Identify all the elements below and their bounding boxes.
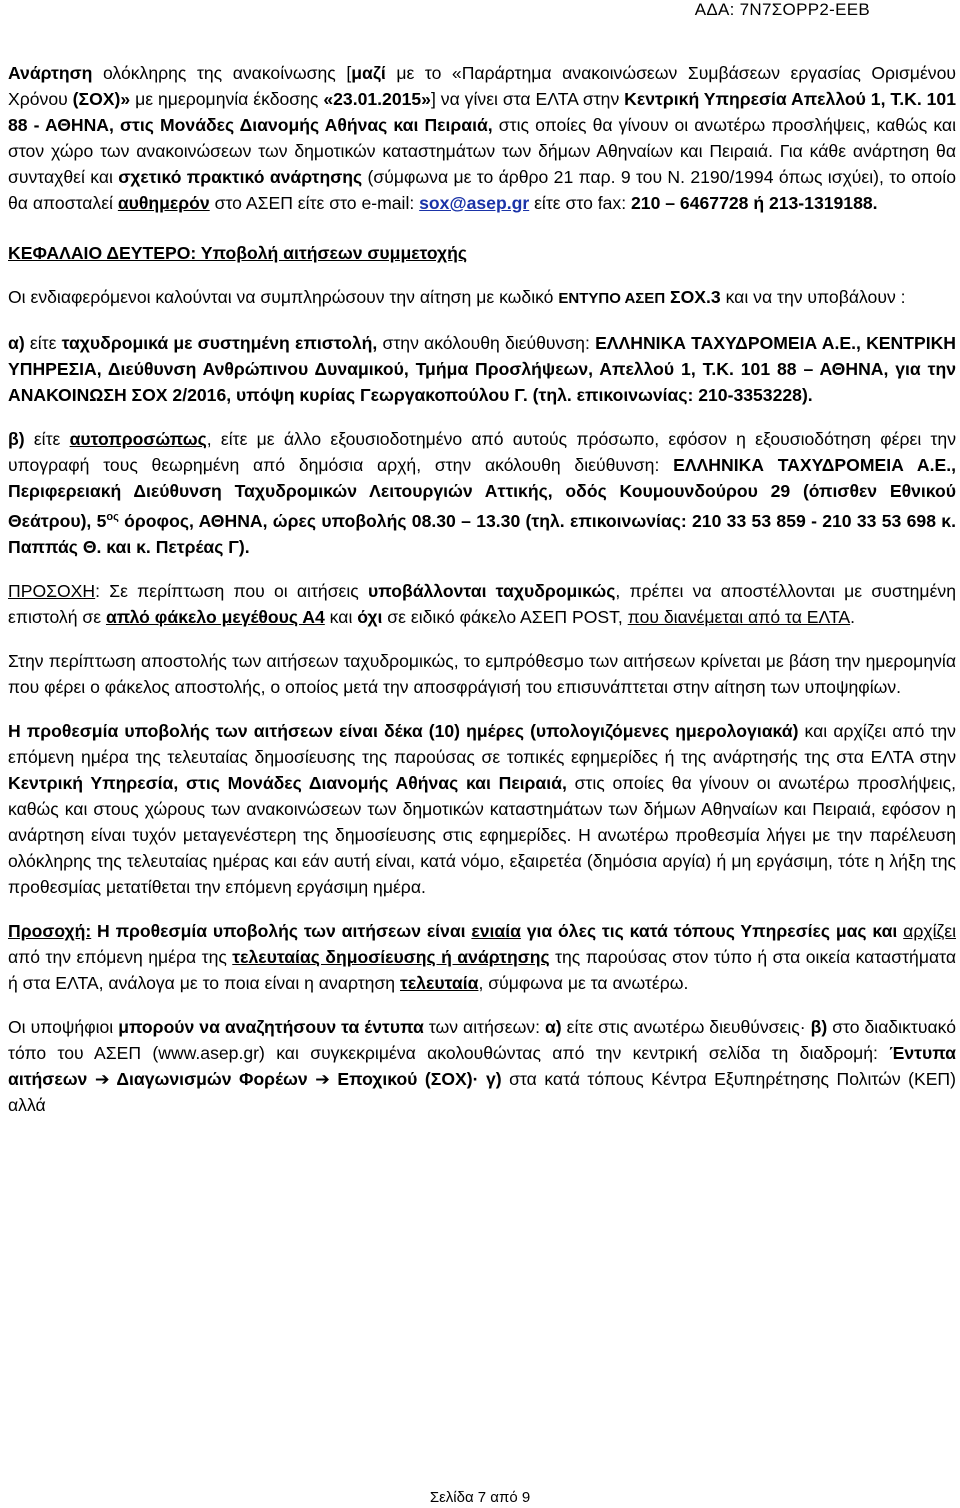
text: ος xyxy=(106,511,119,523)
text: στο διαδικτυακό τόπο του ΑΣΕΠ (www.asep.gr) και συγκεκριμένα ακολουθώντας από την κεντρική σελίδα τη διαδρομή: xyxy=(8,1016,956,1063)
text: , πρέπει να αποστέλλονται με συστημένη επιστολή σε xyxy=(8,580,956,627)
text: Κεντρική Υπηρεσία, στις Μονάδες Διανομής Αθήνας και Πειραιά, xyxy=(8,772,567,793)
text: υποβάλλονται ταχυδρομικώς xyxy=(368,580,616,601)
text: Ανάρτηση xyxy=(8,63,93,83)
text: στα κατά τόπους Κέντρα Εξυπηρέτησης Πολιτών (ΚΕΠ) αλλά xyxy=(8,1068,956,1115)
text: . xyxy=(850,606,856,627)
text: είτε xyxy=(24,333,62,353)
paragraph-notice xyxy=(8,918,956,996)
text: απλό φάκελο μεγέθους Α4 xyxy=(105,606,325,627)
text: ολόκληρης της ανακοίνωσης [ xyxy=(92,63,352,83)
text: σχετικό πρακτικό ανάρτησης xyxy=(118,167,363,187)
text: με το «Παράρτημα ανακοινώσεων Συμβάσεων εργασίας Ορισμένου Χρόνου xyxy=(8,63,956,109)
text: στις οποίες θα γίνουν οι ανωτέρω προσλήψεις, καθώς και στους χώρους των ανακοινώσεων των δημοτικών καταστημάτων των δήμων Αθηναίων και Πειραιά, εφόσον η ανάρτηση είναι τυχόν μεταγενέστερη της δημοσίευσης στις εφημερίδες. Η ανωτέρω προθεσμία λήγει με την παρέλευση ολόκληρης της τελευταίας ημέρας και εάν αυτή είναι, κατά νόμο, εξαιρετέα (δημόσια αργία) ή μη εργάσιμη, τότε η λήξη της προθεσμίας μετατίθεται την επόμενη εργάσιμη ημέρα. xyxy=(8,772,956,897)
text: Έντυπα αιτήσεων ➔ Διαγωνισμών Φορέων ➔ Εποχικού (ΣΟΧ)· γ) xyxy=(8,1042,956,1089)
text: α) xyxy=(544,1016,562,1037)
text: Οι ενδιαφερόμενοι καλούνται να συμπληρώσουν την αίτηση με κωδικό xyxy=(8,287,559,307)
paragraph-option-a xyxy=(8,330,956,408)
text: Η προθεσμία υποβολής των αιτήσεων είναι δέκα (10) ημέρες (υπολογιζόμενες ημερολογιακά) xyxy=(8,720,799,741)
text: που διανέμεται από τα ΕΛΤΑ xyxy=(627,606,851,627)
paragraph-deadline xyxy=(8,718,956,900)
text: της παρούσας στον τύπο ή στα οικεία καταστήματα ή στα ΕΛΤΑ, ανάλογα με το ποια είναι η αναρτηση xyxy=(8,946,956,993)
text: όροφος, ΑΘΗΝΑ, ώρες υποβολής 08.30 – 13.30 (τηλ. επικοινωνίας: 210 33 53 859 - 210 33 53 698 κ. Παππάς Θ. και κ. Πετρέας Γ). xyxy=(8,510,956,557)
text: τελευταία xyxy=(399,972,479,993)
text: 210 – 6467728 ή 213-1319188. xyxy=(631,193,878,213)
text: είτε στις ανωτέρω διευθύνσεις· xyxy=(561,1016,811,1037)
text: Στην περίπτωση αποστολής των αιτήσεων ταχυδρομικώς, το εμπρόθεσμο των αιτήσεων κρίνεται με βάση την ημερομηνία που φέρει ο φάκελος αποστολής, ο οποίος μετά την αποσφράγισή του επισυνάπτεται στην αίτηση των υποψηφίων. xyxy=(8,650,956,697)
text: είτε xyxy=(24,429,70,449)
text: στην ακόλουθη διεύθυνση: xyxy=(377,333,596,353)
text: με ημερομηνία έκδοσης xyxy=(130,89,324,109)
text: , σύμφωνα με τα ανωτέρω. xyxy=(478,972,689,993)
text: τελευταίας δημοσίευσης ή ανάρτησης xyxy=(232,946,550,967)
text: «23.01.2015» xyxy=(323,89,431,109)
text: (ΣΟΧ)» xyxy=(72,89,131,109)
text: ΠΡΟΣΟΧΗ xyxy=(8,580,96,601)
text: των αιτήσεων: xyxy=(423,1016,545,1037)
text: είτε στο fax: xyxy=(529,193,632,213)
text: : Σε περίπτωση που οι αιτήσεις xyxy=(95,580,368,601)
paragraph-form-code xyxy=(8,284,956,312)
text: ΕΛΛΗΝΙΚΑ ΤΑΧΥΔΡΟΜΕΙΑ Α.Ε., Περιφερειακή Διεύθυνση Ταχυδρομικών Λειτουργιών Αττικής, οδός Κουμουνδούρου 29 (όπισθεν Εθνικού Θεάτρου), 5 xyxy=(8,455,956,531)
text: σε ειδικό φάκελο ΑΣΕΠ POST, xyxy=(382,606,628,627)
text: αυτοπροσώπως xyxy=(69,429,207,449)
text: ενιαία xyxy=(471,920,521,941)
paragraph-option-b xyxy=(8,426,956,560)
text: αυθημερόν xyxy=(117,193,210,213)
text: ] να γίνει στα ΕΛΤΑ στην xyxy=(430,89,625,109)
text: μαζί xyxy=(351,63,386,83)
text: ΕΝΤΥΠΟ ΑΣΕΠ xyxy=(558,290,666,307)
document-body xyxy=(8,60,956,1118)
chapter-title: ΚΕΦΑΛΑΙΟ ΔΕΥΤΕΡΟ: Υποβολή αιτήσεων συμμετοχής xyxy=(8,243,468,263)
text: όχι xyxy=(357,606,383,627)
text: β) xyxy=(8,429,25,449)
text: ΣΟΧ.3 xyxy=(665,287,721,307)
text: β) xyxy=(810,1016,828,1037)
text: ταχυδρομικά με συστημένη επιστολή, xyxy=(61,333,378,353)
paragraph-posting xyxy=(8,60,956,216)
text: από την επόμενη ημέρα της xyxy=(8,946,233,967)
text: αρχίζει xyxy=(903,920,956,941)
text: Προσοχή: xyxy=(8,920,92,941)
paragraph-attention xyxy=(8,578,956,630)
text: Κεντρική Υπηρεσία Απελλού 1, Τ.Κ. 101 88 - ΑΘΗΝΑ, στις Μονάδες Διανομής Αθήνας και Πειραιά, xyxy=(8,89,956,135)
paragraph-postmark xyxy=(8,648,956,700)
text: ΕΛΛΗΝΙΚΑ ΤΑΧΥΔΡΟΜΕΙΑ Α.Ε., ΚΕΝΤΡΙΚΗ ΥΠΗΡΕΣΙΑ, Διεύθυνση Ανθρώπινου Δυναμικού, Τμήμα Προσλήψεων, Απελλού 1, Τ.Κ. 101 88 – ΑΘΗΝΑ, για την ΑΝΑΚΟΙΝΩΣΗ ΣΟΧ 2/2016, υπόψη κυρίας Γεωργακοπούλου Γ. (τηλ. επικοινωνίας: 210-3353228). xyxy=(8,333,956,405)
email-link[interactable]: sox@asep.gr xyxy=(419,193,530,213)
text: Οι υποψήφιοι xyxy=(8,1016,119,1037)
text: Η προθεσμία υποβολής των αιτήσεων είναι xyxy=(91,920,472,941)
document-code: ΑΔΑ: 7Ν7ΣΟΡΡ2-ΕΕΒ xyxy=(694,0,870,19)
text: και αρχίζει από την επόμενη ημέρα της τελευταίας δημοσίευσης της παρούσας σε τοπικές εφημερίδες ή της ανάρτησής της στα ΕΛΤΑ στην xyxy=(8,720,956,767)
text: στο ΑΣΕΠ είτε στο e-mail: xyxy=(209,193,420,213)
text: στις οποίες θα γίνουν οι ανωτέρω προσλήψεις, καθώς και στον χώρο των ανακοινώσεων των δημοτικών καταστημάτων των δήμων Αθηναίων και Πειραιά. Για κάθε ανάρτηση θα συνταχθεί και xyxy=(8,115,956,187)
page-number: Σελίδα 7 από 9 xyxy=(429,1489,531,1506)
text: α) xyxy=(8,333,25,353)
text: μπορούν να αναζητήσουν τα έντυπα xyxy=(118,1016,424,1037)
text: (σύμφωνα με το άρθρο 21 παρ. 9 του Ν. 2190/1994 όπως ισχύει), το οποίο θα αποσταλεί xyxy=(8,167,956,213)
text: και xyxy=(324,606,358,627)
text: και να την υποβάλουν : xyxy=(720,287,906,307)
text: για όλες τις κατά τόπους Υπηρεσίες μας και xyxy=(520,920,904,941)
paragraph-forms xyxy=(8,1014,956,1118)
text: , είτε με άλλο εξουσιοδοτημένο από αυτούς πρόσωπο, εφόσον η εξουσιοδότηση φέρει την υπογραφή τους θεωρημένη από δημόσια αρχή, στην ακόλουθη διεύθυνση: xyxy=(8,429,956,475)
